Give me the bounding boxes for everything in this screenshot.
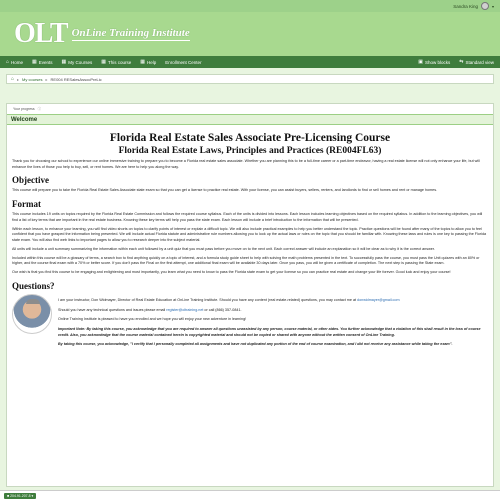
breadcrumb	[6, 74, 494, 84]
course-subtitle: Florida Real Estate Laws, Principles and Practices (RE004FL63)	[118, 146, 382, 156]
course-content	[6, 103, 494, 487]
format-paragraph-1: This course includes 19 units on topics required by the Florida Real Estate Commission and follows the required course syllabus. Each of the units is divided into lessons. Each lesson includes learning objectives based on the required syllabus. In addition to the learning objectives, you will find a list of key terms that are important in the real estate business. Knowing these key terms will help you pass the state exam. Each lesson will include a brief introduction to the information that will be presented.	[12, 212, 483, 222]
courses-icon: ▦	[61, 59, 67, 65]
standard-view-button[interactable]	[459, 59, 494, 65]
important-note: Important Note: By taking this course, you acknowledge that you are required to answer all questions unassisted by any person, course material, or other aides. You further acknowledge that a violation of this shall result in the loss of course credit. Also, you acknowledge that the course material contained herein is copyrighted material and should not be copied or shared with anyone without the written consent of OnLine Training.	[58, 327, 481, 337]
format-paragraph-4: Included within this course will be a glossary of terms, a search box to find anything quickly on a topic of interest, and a formula study guide sheet to help with solving the math problems presented in the text. To successfully pass the course, you must pass the Unit quizzes with an 80% or higher, and the course final exam with a 70% or better score. If you don't pass the Final on the first attempt, one additional final exam will be available 30 days later. Once you pass, you will be given a certificate of completion. The next step is passing the State exam.	[12, 255, 480, 266]
nav-home-label: Home	[11, 59, 24, 65]
nav-enrollment-center-label: Enrollment Center	[165, 59, 202, 65]
avatar[interactable]	[481, 2, 489, 10]
nav-help[interactable]	[140, 59, 156, 65]
breadcrumb-separator-icon: ▸	[17, 76, 20, 82]
main-navbar	[0, 56, 500, 68]
content-body	[7, 132, 493, 348]
blocks-icon: ▣	[418, 59, 423, 65]
format-paragraph-2: Within each lesson, to enhance your learning, you will find video shorts on topics to clarify points of interest or explain a difficult topic. We will also include practical examples to help you better understand the topic. Practice questions will be found after many of the topics to allow you to feel confident that you have grasped the information being presented. We will include actual Florida statute and administrative rule numbers allowing you to look up the actual laws or rules on the topic that you should be familiar with. Knowing these laws and rules is one key to passing the Florida state exam. You will also find web links to important pages to allow you to research deeper into the subject material.	[12, 226, 487, 243]
view-toggle-icon: ⇆	[459, 59, 464, 65]
nav-events-label: Events	[38, 59, 53, 65]
tech-support-tail: or call (866) 357-0841.	[203, 307, 242, 312]
support-email-link[interactable]: register@oltraining.net	[166, 307, 204, 312]
nav-enrollment-center[interactable]	[165, 60, 201, 65]
nav-my-courses[interactable]	[62, 59, 93, 65]
breadcrumb-separator-icon: ▸	[45, 76, 48, 82]
calendar-icon: ▦	[32, 59, 37, 65]
questions-text	[58, 294, 488, 348]
nav-help-label: Help	[147, 59, 157, 65]
section-title: Welcome	[11, 116, 38, 123]
logo-name[interactable]: OnLine Training Institute	[71, 27, 190, 39]
standard-view-label: Standard view	[465, 59, 494, 65]
top-bar	[0, 0, 500, 12]
progress-label: Your progress	[13, 107, 35, 111]
nav-events[interactable]	[32, 59, 53, 65]
format-paragraph-5: Our wish is that you find this course to be engaging and enlightening and most importantly, you learn what you need to know to pass the Florida state exam to get your license so you can practice real estate and change your life forever. Good luck and enjoy your course!	[12, 270, 451, 275]
questions-heading: Questions?	[12, 280, 55, 291]
intro-paragraph: Thank you for choosing our school to experience our online immersive training to prepare you to become a Florida real estate sales associate. Whether you are planning this to be a full-time career or a part-time endeavor, having a real estate license will not only enhance your life, but will enhance the lives of those you help to buy, sell, or rent homes. We are here to help you along the way.	[12, 159, 480, 169]
user-name[interactable]: Sandra King	[453, 3, 478, 9]
objective-paragraph: This course will prepare you to take the Florida Real Estate Sales Associate state exam so that you can get a license to practice real estate. With your license, you can assist buyers, sellers, renters, and landlords to find or sell homes and rent or manage homes.	[12, 188, 438, 193]
logo-letters[interactable]: OLT	[14, 18, 68, 49]
format-heading: Format	[12, 199, 41, 210]
user-menu-caret-icon[interactable]: ▾	[491, 3, 494, 9]
welcome-note: Online Training Institute is pleased to have you enrolled and we hope you will enjoy your new adventure in learning!	[58, 317, 247, 322]
breadcrumb-home-icon[interactable]: ⌂	[11, 76, 15, 82]
breadcrumb-current-course[interactable]: RE004 RESalesAssocPreLic	[50, 76, 102, 82]
show-blocks-label: Show blocks	[425, 59, 451, 65]
nav-right	[418, 59, 494, 65]
tech-support-contact	[58, 308, 488, 314]
instructor-contact	[58, 298, 488, 304]
nav-this-course[interactable]	[101, 59, 131, 65]
questions-block	[12, 294, 488, 348]
objective-heading: Objective	[12, 175, 49, 186]
status-strip	[0, 490, 500, 500]
course-icon: ▦	[101, 59, 107, 65]
instructor-email-link[interactable]: donwidmayer@gmail.com	[357, 297, 400, 302]
course-title: Florida Real Estate Sales Associate Pre-Licensing Course	[109, 132, 391, 144]
nav-this-course-label: This course	[108, 59, 132, 65]
info-icon[interactable]: ⓘ	[37, 106, 42, 111]
nav-left	[6, 59, 202, 65]
format-paragraph-3: All units will include a unit summary summarizing the information within each unit followed by a unit quiz that you must pass before you move on to the next unit. Each correct answer will include an explanation so it will be clear as to why it is the correct answer.	[12, 246, 435, 251]
show-blocks-button[interactable]	[418, 59, 450, 65]
breadcrumb-my-courses[interactable]: My courses	[22, 76, 43, 82]
certification-note: By taking this course, you acknowledge, "I certify that I personally completed all assignments and have not duplicated any portion of the end of course examination, and I did not receive any assistance while taking the exam".	[58, 342, 453, 347]
instructor-contact-text: I am your instructor, Don Widmayer, Director of Real Estate Education at OnLine Training Institute. Should you have any content (real estate-related) questions, you may contact me at	[58, 297, 358, 302]
site-header	[0, 12, 500, 56]
tech-support-text: Should you have any technical questions and issues please email	[58, 307, 167, 312]
home-icon: ⌂	[6, 59, 10, 65]
progress-row	[7, 104, 493, 114]
instructor-photo	[12, 294, 52, 334]
ip-chip[interactable]: ■ 204.91.207.8 ▾	[4, 493, 36, 499]
section-title-bar	[7, 114, 493, 125]
nav-home[interactable]	[6, 59, 23, 65]
nav-my-courses-label: My Courses	[68, 59, 93, 65]
help-icon: ▦	[140, 59, 146, 65]
